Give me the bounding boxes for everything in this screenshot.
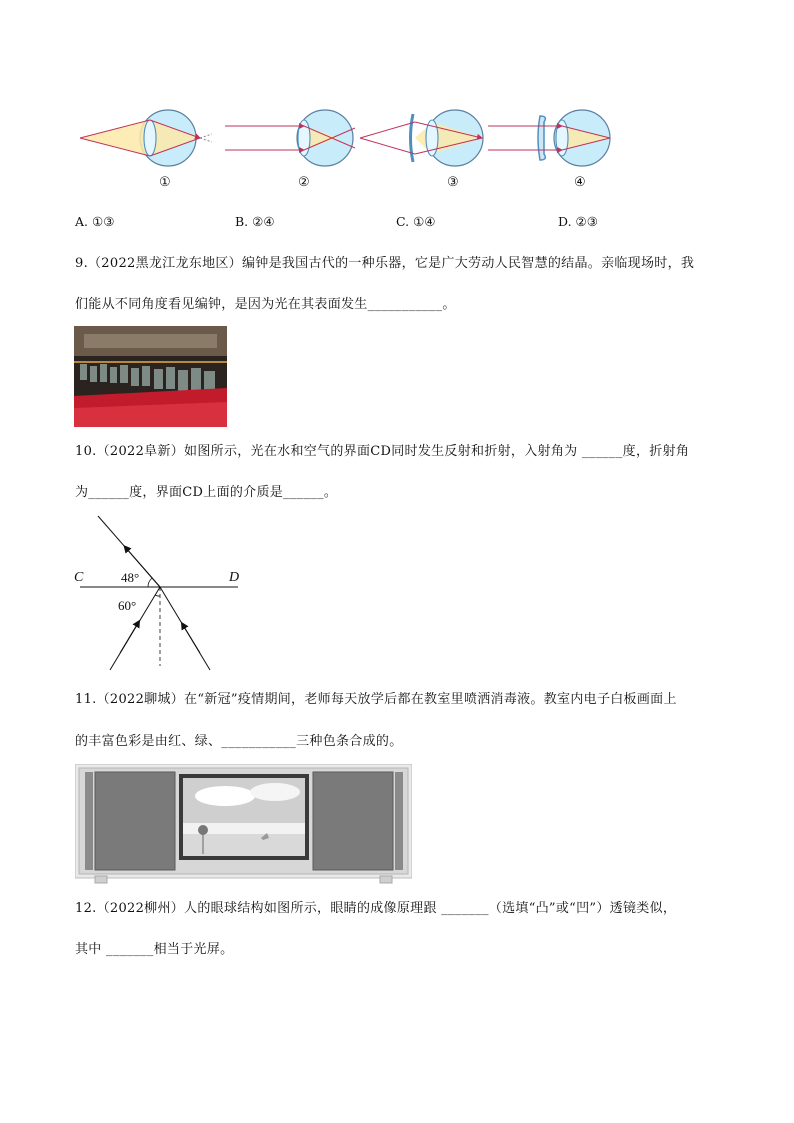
angle-48: 48° [121, 570, 140, 585]
figure-label-3: ③ [447, 175, 459, 190]
option-value: ①④ [413, 214, 436, 229]
angle-60: 60° [118, 598, 137, 613]
q11-line-1: 11.（2022聊城）在“新冠”疫情期间，老师每天放学后都在教室里喷洒消毒液。教室内电子白板画面上 [75, 692, 677, 707]
figure-label-2: ② [298, 175, 310, 190]
q12-line-1: 12.（2022柳州）人的眼球结构如图所示，眼睛的成像原理跟 _______（选填“凸”或“凹”）透镜类似， [75, 901, 677, 916]
option-letter: B. [235, 214, 249, 229]
option-value: ②④ [252, 214, 275, 229]
figure-label-1: ① [159, 175, 171, 190]
whiteboard-photo [75, 764, 412, 884]
refraction-diagram [70, 510, 250, 675]
option-letter: D. [558, 214, 572, 229]
eye-diagram-1 [80, 110, 212, 166]
option-value: ①③ [92, 214, 115, 229]
q10-line-2: 为______度，界面CD上面的介质是______。 [75, 485, 338, 500]
eye-diagram-4 [488, 110, 610, 166]
option-value: ②③ [575, 214, 598, 229]
figure-label-4: ④ [574, 175, 586, 190]
bianzhong-photo [74, 326, 227, 427]
option-d[interactable] [558, 214, 598, 229]
option-b[interactable] [235, 214, 275, 229]
eye-diagram-2 [225, 110, 355, 166]
option-c[interactable] [396, 214, 436, 229]
option-a[interactable] [75, 214, 114, 229]
label-d: D [229, 570, 240, 585]
q9-line-2: 们能从不同角度看见编钟，是因为光在其表面发生___________。 [75, 297, 456, 312]
q9-line-1: 9.（2022黑龙江龙东地区）编钟是我国古代的一种乐器，它是广大劳动人民智慧的结晶。亲临现场时，我 [75, 256, 695, 271]
eye-diagrams-figure [70, 98, 630, 193]
eye-diagram-3 [360, 110, 483, 166]
option-letter: A. [75, 214, 89, 229]
q10-line-1: 10.（2022阜新）如图所示，光在水和空气的界面CD同时发生反射和折射，入射角为 ______度，折射角 [75, 444, 690, 459]
q12-line-2: 其中 _______相当于光屏。 [75, 942, 234, 957]
q11-line-2: 的丰富色彩是由红、绿、___________三种色条合成的。 [75, 734, 403, 749]
option-letter: C. [396, 214, 410, 229]
label-c: C [74, 570, 84, 585]
